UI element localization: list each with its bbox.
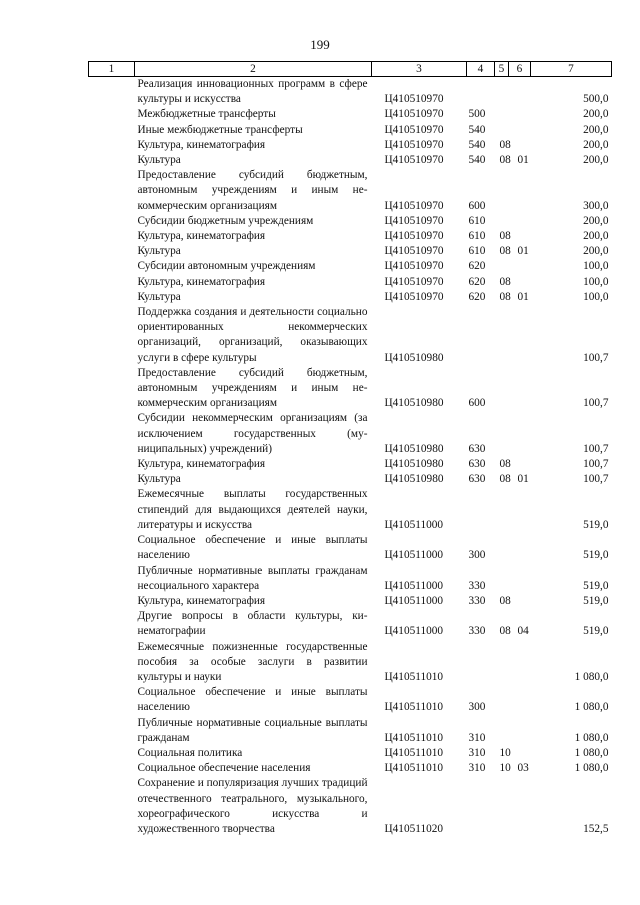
row-codes [467,472,531,487]
table-row [89,487,612,533]
row-subsection: 01 [517,154,529,167]
row-expense-type: 540 [468,123,486,136]
row-codes [467,609,531,639]
column-number-row [89,62,612,77]
row-amount: 1 080,0 [574,701,609,714]
row-expense-type: 630 [468,442,486,455]
row-target-code: Ц410511000 [384,579,444,592]
row-expense-type: 620 [468,290,486,303]
row-expense-type: 620 [468,275,486,288]
row-codes [467,685,531,715]
row-spacer [89,153,135,168]
row-name: Субсидии некоммерческим организациям (за исключением государственных (муниципальных) учреждений) [137,412,368,455]
row-target-code: Ц410510980 [384,458,444,471]
row-name: Предоставление субсидий бюджетным, автономным учреждениям и иным некоммерческим организациям [137,169,368,212]
row-target-code: Ц410511010 [384,670,444,683]
row-amount: 200,0 [583,154,609,167]
table-row [89,640,612,686]
table-row [89,259,612,274]
row-section: 08 [499,230,511,243]
row-amount: 1 080,0 [574,731,609,744]
row-codes [467,305,531,366]
table-row [89,229,612,244]
row-codes [467,77,531,108]
row-spacer [89,275,135,290]
table-row [89,107,612,122]
row-amount: 200,0 [583,123,609,136]
row-amount: 519,0 [583,625,609,638]
table-body [89,77,612,838]
row-name: Социальная политика [137,746,243,759]
row-subsection: 01 [517,290,529,303]
row-name: Поддержка создания и деятельности социально ориентированных некоммерческих организаций, организаций, оказывающих услуги в сфере культуры [137,306,368,364]
row-target-code: Ц410511000 [384,549,444,562]
budget-table [88,61,612,837]
row-amount: 100,7 [583,458,609,471]
table-row [89,594,612,609]
row-target-code: Ц410510970 [384,260,444,273]
row-spacer [89,685,135,715]
row-spacer [89,168,135,214]
row-target-code: Ц410511010 [384,762,444,775]
row-expense-type: 600 [468,199,486,212]
row-codes [467,564,531,594]
row-spacer [89,77,135,108]
row-expense-type: 310 [468,762,486,775]
row-expense-type: 610 [468,214,486,227]
table-row [89,244,612,259]
row-expense-type: 330 [468,625,486,638]
row-amount: 200,0 [583,138,609,151]
row-codes [467,457,531,472]
row-name: Иные межбюджетные трансферты [137,123,303,136]
row-name: Социальное обеспечение и иные выплаты населению [137,534,368,562]
row-spacer [89,244,135,259]
row-expense-type: 610 [468,245,486,258]
table-row [89,77,612,108]
row-spacer [89,487,135,533]
table-row [89,564,612,594]
row-name: Культура, кинематография [137,275,266,288]
row-name: Ежемесячные пожизненные государственные пособия за особые заслуги в развитии культуры и науки [137,640,368,683]
row-amount: 519,0 [583,594,609,607]
row-name: Культура [137,154,181,167]
row-amount: 152,5 [583,822,609,835]
row-amount: 100,7 [583,351,609,364]
row-target-code: Ц410511010 [384,746,444,759]
row-subsection: 01 [517,245,529,258]
row-spacer [89,290,135,305]
row-name: Культура [137,245,181,258]
row-section: 08 [499,154,511,167]
row-amount: 100,0 [583,260,609,273]
row-name: Культура [137,290,181,303]
row-target-code: Ц410510970 [384,199,444,212]
row-codes [467,214,531,229]
row-target-code: Ц410510970 [384,123,444,136]
table-row [89,123,612,138]
row-name: Социальное обеспечение и иные выплаты населению [137,686,368,714]
row-name: Субсидии автономным учреждениям [137,260,316,273]
row-target-code: Ц410511000 [384,594,444,607]
row-amount: 100,7 [583,397,609,410]
row-target-code: Ц410510970 [384,290,444,303]
row-amount: 200,0 [583,245,609,258]
row-name: Ежемесячные выплаты государственных стипендий для выдающихся деятелей науки, литературы и искусства [137,488,368,531]
table-row [89,366,612,412]
row-spacer [89,609,135,639]
row-codes [467,776,531,837]
row-target-code: Ц410511020 [384,822,444,835]
row-target-code: Ц410510970 [384,138,444,151]
row-spacer [89,366,135,412]
row-amount: 500,0 [583,93,609,106]
row-spacer [89,640,135,686]
row-target-code: Ц410510980 [384,473,444,486]
row-amount: 519,0 [583,518,609,531]
row-expense-type: 310 [468,731,486,744]
row-codes [467,761,531,776]
table-row [89,533,612,563]
table-row [89,290,612,305]
row-amount: 200,0 [583,230,609,243]
row-amount: 1 080,0 [574,746,609,759]
row-amount: 100,7 [583,473,609,486]
row-codes [467,244,531,259]
column-header: 3 [372,62,467,77]
row-target-code: Ц410511010 [384,701,444,714]
row-codes [467,168,531,214]
row-codes [467,259,531,274]
row-amount: 100,0 [583,290,609,303]
table-row [89,153,612,168]
row-expense-type: 300 [468,701,486,714]
row-section: 10 [499,762,511,775]
row-name: Реализация инновационных программ в сфере культуры и искусства [137,78,368,106]
row-amount: 200,0 [583,108,609,121]
row-spacer [89,472,135,487]
row-amount: 200,0 [583,214,609,227]
row-subsection: 03 [517,762,529,775]
row-amount: 100,0 [583,275,609,288]
page-number: 199 [310,37,330,52]
row-amount: 519,0 [583,549,609,562]
row-expense-type: 500 [468,108,486,121]
row-target-code: Ц410510980 [384,397,444,410]
row-subsection: 01 [517,473,529,486]
row-codes [467,153,531,168]
row-name: Субсидии бюджетным учреждениям [137,214,314,227]
row-spacer [89,776,135,837]
column-header: 6 [509,62,531,77]
row-codes [467,138,531,153]
table-row [89,411,612,457]
row-expense-type: 310 [468,746,486,759]
row-spacer [89,533,135,563]
table-row [89,685,612,715]
row-target-code: Ц410511000 [384,518,444,531]
row-spacer [89,214,135,229]
row-codes [467,366,531,412]
row-spacer [89,123,135,138]
table-row [89,138,612,153]
row-spacer [89,305,135,366]
row-name: Культура [137,473,181,486]
row-name: Сохранение и популяризация лучших традиций отечественного театрального, музыкального, хореографического искусства и художественного творчества [137,777,368,835]
row-spacer [89,259,135,274]
row-name: Межбюджетные трансферты [137,108,276,121]
row-spacer [89,564,135,594]
row-codes [467,290,531,305]
row-target-code: Ц410510970 [384,108,444,121]
row-name: Культура, кинематография [137,594,266,607]
row-target-code: Ц410510980 [384,351,444,364]
table-row [89,776,612,837]
row-codes [467,275,531,290]
row-spacer [89,138,135,153]
column-header: 5 [495,62,509,77]
row-target-code: Ц410510970 [384,230,444,243]
row-amount: 100,7 [583,442,609,455]
row-codes [467,640,531,686]
row-section: 08 [499,138,511,151]
row-expense-type: 610 [468,230,486,243]
row-target-code: Ц410510970 [384,154,444,167]
row-codes [467,229,531,244]
row-subsection: 04 [517,625,529,638]
table-row [89,275,612,290]
row-name: Культура, кинематография [137,138,266,151]
row-expense-type: 330 [468,594,486,607]
row-expense-type: 540 [468,154,486,167]
row-expense-type: 630 [468,458,486,471]
row-amount: 1 080,0 [574,762,609,775]
row-section: 08 [499,290,511,303]
table-row [89,168,612,214]
row-spacer [89,411,135,457]
row-codes [467,107,531,122]
row-codes [467,533,531,563]
table-row [89,457,612,472]
row-section: 10 [499,746,511,759]
column-header: 2 [135,62,372,77]
row-expense-type: 330 [468,579,486,592]
row-spacer [89,716,135,746]
row-section: 08 [499,275,511,288]
row-amount: 519,0 [583,579,609,592]
row-spacer [89,229,135,244]
row-name: Другие вопросы в области культуры, кинематографии [137,610,368,638]
row-amount: 1 080,0 [574,670,609,683]
row-section: 08 [499,594,511,607]
table-row [89,746,612,761]
table-row [89,214,612,229]
table-row [89,305,612,366]
row-section: 08 [499,625,511,638]
table-row [89,761,612,776]
row-section: 08 [499,245,511,258]
row-name: Предоставление субсидий бюджетным, автономным учреждениям и иным некоммерческим организациям [137,366,368,410]
table-row [89,609,612,639]
row-expense-type: 630 [468,473,486,486]
row-expense-type: 300 [468,549,486,562]
row-codes [467,746,531,761]
row-codes [467,123,531,138]
row-name: Культура, кинематография [137,458,266,471]
row-target-code: Ц410510970 [384,93,444,106]
row-expense-type: 600 [468,397,486,410]
row-target-code: Ц410510970 [384,214,444,227]
row-codes [467,716,531,746]
row-target-code: Ц410510970 [384,275,444,288]
row-target-code: Ц410510970 [384,245,444,258]
table-row [89,716,612,746]
row-name: Социальное обеспечение населения [137,762,311,775]
row-codes [467,487,531,533]
row-name: Культура, кинематография [137,230,266,243]
row-target-code: Ц410511000 [384,625,444,638]
row-codes [467,411,531,457]
row-spacer [89,107,135,122]
row-name: Публичные нормативные социальные выплаты гражданам [137,716,368,744]
row-amount: 300,0 [583,199,609,212]
row-spacer [89,761,135,776]
row-codes [467,594,531,609]
row-spacer [89,594,135,609]
row-spacer [89,746,135,761]
column-header: 4 [467,62,495,77]
row-expense-type: 620 [468,260,486,273]
row-spacer [89,457,135,472]
table-row [89,472,612,487]
column-header: 1 [89,62,135,77]
column-header: 7 [531,62,612,77]
row-section: 08 [499,473,511,486]
row-name: Публичные нормативные выплаты гражданам несоциального характера [137,564,368,592]
row-expense-type: 540 [468,138,486,151]
row-target-code: Ц410510980 [384,442,444,455]
row-target-code: Ц410511010 [384,731,444,744]
row-section: 08 [499,458,511,471]
